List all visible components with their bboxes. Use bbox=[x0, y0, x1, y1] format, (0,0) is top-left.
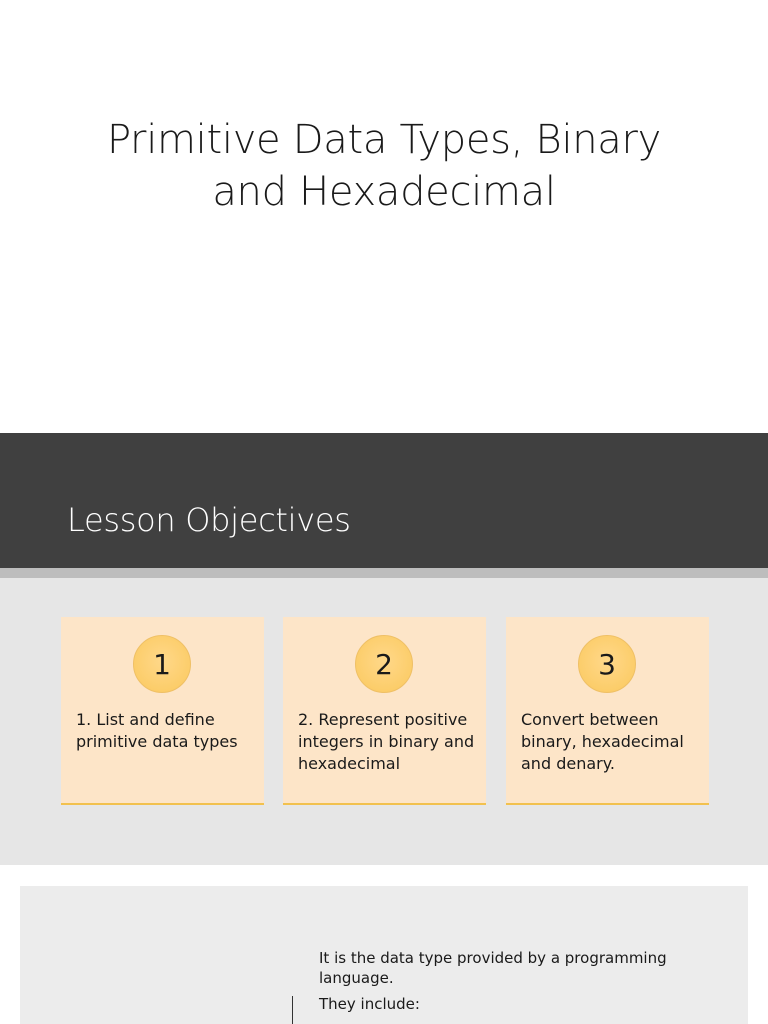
slide-title bbox=[0, 114, 768, 218]
objective-card-1 bbox=[61, 617, 264, 805]
objectives-heading: Lesson Objectives bbox=[67, 501, 351, 539]
definition-slide bbox=[20, 886, 748, 1024]
title-slide bbox=[0, 0, 768, 433]
objective-card-3 bbox=[506, 617, 709, 805]
title-line-1: Primitive Data Types, Binary bbox=[106, 117, 662, 163]
objective-card-2 bbox=[283, 617, 486, 805]
vertical-divider bbox=[292, 996, 293, 1024]
list-intro: They include: bbox=[319, 995, 420, 1013]
objective-text-3: Convert between binary, hexadecimal and denary. bbox=[521, 710, 684, 773]
objectives-header bbox=[0, 433, 768, 568]
title-line-2: and Hexadecimal bbox=[212, 169, 556, 215]
objective-text-1: 1. List and define primitive data types bbox=[76, 710, 238, 751]
number-badge-3: 3 bbox=[578, 635, 636, 693]
header-divider bbox=[0, 568, 768, 578]
number-badge-2: 2 bbox=[355, 635, 413, 693]
definition-paragraph: It is the data type provided by a programming language. bbox=[319, 949, 667, 987]
objectives-slide bbox=[0, 433, 768, 865]
number-badge-1: 1 bbox=[133, 635, 191, 693]
objective-text-2: 2. Represent positive integers in binary and hexadecimal bbox=[298, 710, 475, 773]
